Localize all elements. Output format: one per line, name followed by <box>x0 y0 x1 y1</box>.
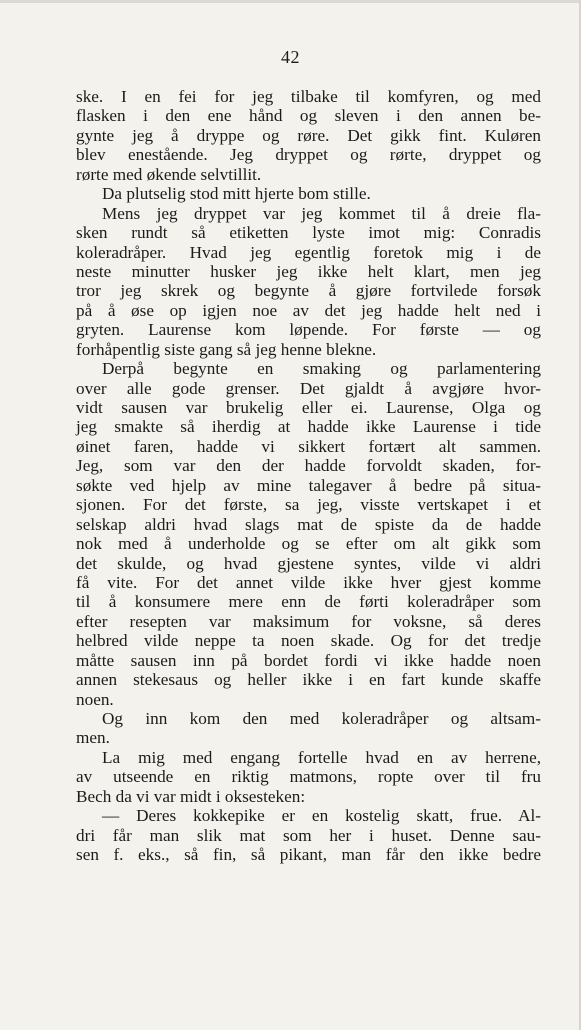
text-line: gryten. Laurense kom løpende. For første — og <box>76 320 541 340</box>
text-line: øinet faren, hadde vi sikkert fortært alt sammen. <box>76 436 541 456</box>
text-line: sjonen. For det første, sa jeg, visste vertskapet i et <box>76 495 541 515</box>
text-line: Da plutselig stod mitt hjerte bom stille. <box>102 184 371 204</box>
text-line: rørte med økende selvtillit. <box>76 164 262 184</box>
text-line: søkte ved hjelp av mine talegaver å bedre på situa- <box>76 475 541 495</box>
body-text <box>76 87 541 865</box>
text-line: Og inn kom den med koleradråper og altsam- <box>102 709 541 728</box>
text-line: vidt sausen var brukelig eller ei. Laurense, Olga og <box>76 398 541 417</box>
text-line: av utseende en riktig matmons, ropte over til fru <box>76 767 541 787</box>
text-line: til å konsumere mere enn de førti koleradråper som <box>76 592 541 612</box>
text-line: gynte jeg å dryppe og røre. Det gikk fint. Kuløren <box>76 125 541 145</box>
text-line: ske. I en fei for jeg tilbake til komfyren, og med <box>76 87 541 106</box>
text-line: Bech da vi var midt i oksesteken: <box>76 786 306 806</box>
text-line: annen stekesaus og heller ikke i en fart kunde skaffe <box>76 670 541 690</box>
text-line: noen. <box>76 689 114 709</box>
page-number: 42 <box>281 47 300 67</box>
text-line: efter resepten var maksimum for voksne, så deres <box>76 611 541 631</box>
text-line: — Deres kokkepike er en kostelig skatt, frue. Al- <box>102 806 541 826</box>
text-line: måtte sausen inn på bordet fordi vi ikke hadde noen <box>76 650 541 670</box>
text-line: blev enestående. Jeg dryppet og rørte, dryppet og <box>76 145 541 165</box>
text-line: Derpå begynte en smaking og parlamentering <box>102 359 541 379</box>
text-line: forhåpentlig siste gang så jeg henne blekne. <box>76 339 377 359</box>
text-line: flasken i den ene hånd og sleven i den annen be- <box>76 106 541 126</box>
text-line: jeg smakte så iherdig at hadde ikke Laurense i tide <box>76 417 541 437</box>
text-line: på å øse op igjen noe av det jeg hadde helt ned i <box>76 300 541 320</box>
text-line: det skulde, og hvad gjestene syntes, vilde vi aldri <box>76 553 541 573</box>
text-line: koleradråper. Hvad jeg egentlig foretok mig i de <box>76 242 541 262</box>
text-line: nok med å underholde og se efter om alt gikk som <box>76 534 541 554</box>
text-line: men. <box>76 728 110 748</box>
text-line: neste minutter husker jeg ikke helt klart, men jeg <box>76 261 541 281</box>
text-line: La mig med engang fortelle hvad en av herrene, <box>102 747 541 767</box>
text-line: få vite. For det annet vilde ikke hver gjest komme <box>76 572 541 592</box>
page-top-edge <box>0 0 581 3</box>
text-line: Mens jeg dryppet var jeg kommet til å dreie fla- <box>102 203 541 223</box>
text-line: Jeg, som var den der hadde forvoldt skaden, for- <box>76 456 541 476</box>
text-line: tror jeg skrek og begynte å gjøre fortvilede forsøk <box>76 281 541 301</box>
text-line: helbred vilde neppe ta noen skade. Og for det tredje <box>76 631 541 651</box>
text-line: dri får man slik mat som her i huset. Denne sau- <box>76 825 541 845</box>
text-line: over alle gode grenser. Det gjaldt å avgjøre hvor- <box>76 378 541 398</box>
text-line: selskap aldri hvad slags mat de spiste da de hadde <box>76 514 541 534</box>
text-line: sen f. eks., så fin, så pikant, man får den ikke bedre <box>76 845 541 865</box>
text-line: sken rundt så etiketten lyste imot mig: Conradis <box>76 223 541 243</box>
